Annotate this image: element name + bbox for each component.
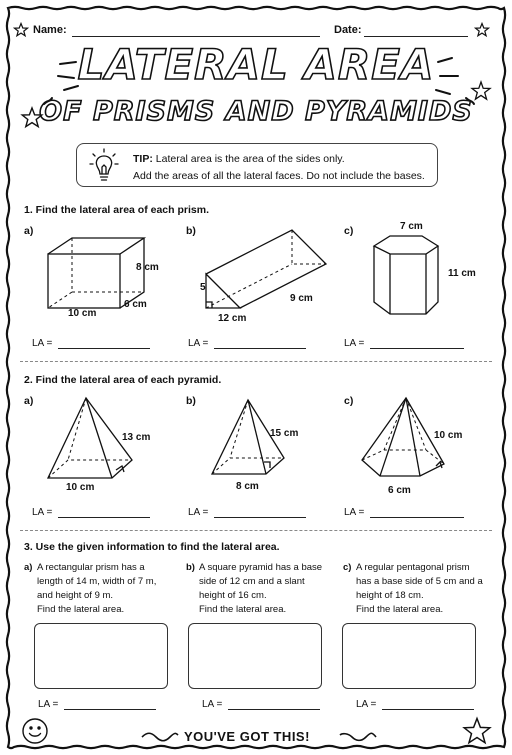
answer-2a-field[interactable] [58, 517, 150, 518]
answer-1c-field[interactable] [370, 348, 464, 349]
smiley-icon [20, 716, 50, 746]
footer-message: YOU'VE GOT THIS! [184, 729, 310, 744]
prism-c-height-label: 11 cm [448, 268, 476, 279]
square-pyramid-figure [204, 396, 294, 482]
pyramid-b-base-label: 8 cm [236, 481, 259, 492]
triangular-prism-figure [198, 228, 328, 318]
answer-1a-field[interactable] [58, 348, 150, 349]
problem-1b-label: b) [186, 225, 196, 237]
answer-2b-field[interactable] [214, 517, 306, 518]
section-divider [20, 530, 492, 531]
wavy-decoration [338, 730, 378, 744]
date-label: Date: [334, 24, 362, 36]
answer-1b-field[interactable] [214, 348, 306, 349]
answer-3c-field[interactable] [382, 709, 474, 710]
prism-a-height-label: 8 cm [136, 262, 159, 273]
star-icon [470, 80, 492, 102]
answer-1c-label: LA = [344, 338, 365, 349]
prism-b-length-label: 9 cm [290, 293, 313, 304]
answer-2a-label: LA = [32, 507, 53, 518]
answer-2c-label: LA = [344, 507, 365, 518]
lightbulb-icon [89, 148, 119, 184]
problem-1a-label: a) [24, 225, 34, 237]
answer-2c-field[interactable] [370, 517, 464, 518]
section-3-heading: 3. Use the given information to find the lateral area. [24, 541, 280, 553]
answer-3b-label: LA = [202, 699, 223, 710]
sparkle-decoration [0, 40, 512, 140]
date-field[interactable] [364, 36, 468, 37]
page-subtitle: OF PRISMS AND PYRAMIDS [39, 96, 473, 127]
star-icon [462, 716, 492, 746]
work-box-3b[interactable] [188, 623, 322, 689]
rectangular-prism-figure [40, 232, 170, 322]
section-1-heading: 1. Find the lateral area of each prism. [24, 204, 209, 216]
pyramid-b-slant-label: 15 cm [270, 428, 299, 439]
section-divider [20, 361, 492, 362]
problem-3c-text: A regular pentagonal prism has a base side of 5 cm and a height of 18 cm. Find the lateral area. [356, 562, 483, 615]
problem-2b-label: b) [186, 395, 196, 407]
answer-3a-field[interactable] [64, 709, 156, 710]
pyramid-a-slant-label: 13 cm [122, 432, 151, 443]
prism-b-height-label: 5 [200, 282, 206, 293]
answer-1a-label: LA = [32, 338, 53, 349]
tip-box [76, 143, 438, 187]
name-field[interactable] [72, 36, 320, 37]
prism-a-width-label: 6 cm [124, 299, 147, 310]
prism-a-length-label: 10 cm [68, 308, 97, 319]
problem-2a-label: a) [24, 395, 34, 407]
answer-3c-label: LA = [356, 699, 377, 710]
tip-line-1: Lateral area is the area of the sides only. [155, 153, 345, 165]
work-box-3a[interactable] [34, 623, 168, 689]
prism-c-side-label: 7 cm [400, 221, 423, 232]
section-2-heading: 2. Find the lateral area of each pyramid. [24, 374, 222, 386]
problem-3a-label: a) [24, 562, 33, 573]
star-icon [13, 22, 29, 38]
page-title: LATERAL AREA [77, 40, 435, 89]
tip-label: TIP: [133, 153, 153, 165]
answer-3a-label: LA = [38, 699, 59, 710]
problem-2c-label: c) [344, 395, 354, 407]
pyramid-c-base-label: 6 cm [388, 485, 411, 496]
pyramid-a-base-label: 10 cm [66, 482, 95, 493]
problem-3b-label: b) [186, 562, 195, 573]
name-label: Name: [33, 24, 67, 36]
hexagonal-prism-figure [366, 232, 450, 328]
tip-line-2: Add the areas of all the lateral faces. Do not include the bases. [133, 170, 425, 182]
answer-1b-label: LA = [188, 338, 209, 349]
problem-1c-label: c) [344, 225, 354, 237]
work-box-3c[interactable] [342, 623, 476, 689]
problem-3c-label: c) [343, 562, 352, 573]
star-icon [474, 22, 490, 38]
wavy-decoration [140, 730, 180, 744]
problem-3a-text: A rectangular prism has a length of 14 m, width of 7 m, and height of 9 m. Find the lateral area. [37, 562, 157, 615]
prism-b-base-label: 12 cm [218, 313, 247, 324]
answer-2b-label: LA = [188, 507, 209, 518]
answer-3b-field[interactable] [228, 709, 320, 710]
problem-3b-text: A square pyramid has a base side of 12 cm and a slant height of 16 cm. Find the lateral area. [199, 562, 323, 615]
pyramid-c-slant-label: 10 cm [434, 430, 463, 441]
star-icon [20, 106, 44, 130]
